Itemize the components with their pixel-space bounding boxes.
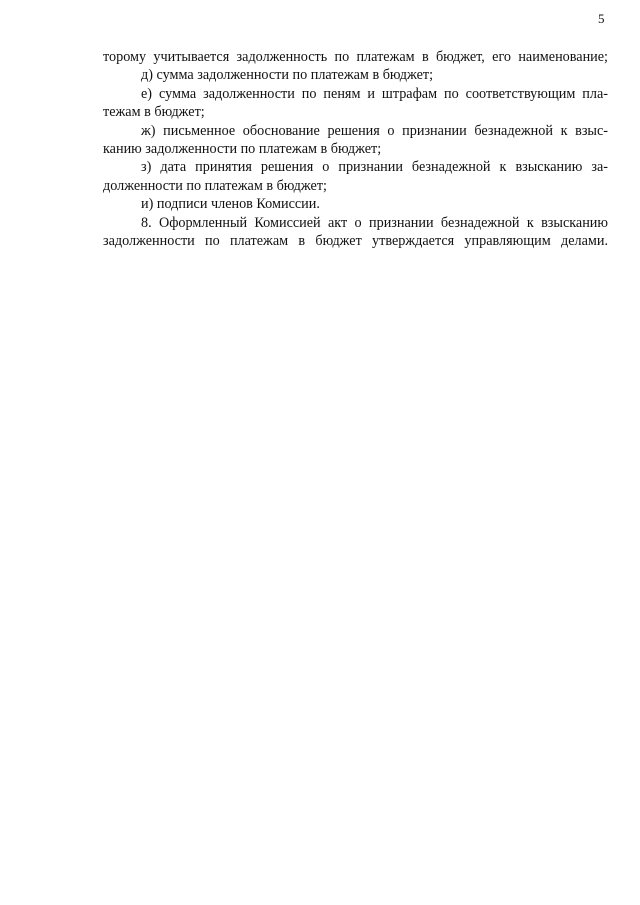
- paragraph-8: 8. Оформленный Комиссией акт о признании безнадежной к взысканию: [141, 214, 608, 231]
- text-line: долженности по платежам в бюджет;: [103, 177, 327, 194]
- list-item-zh: ж) письменное обоснование решения о признании безнадежной к взыс-: [141, 122, 608, 139]
- text-line: тежам в бюджет;: [103, 104, 205, 121]
- text-line: торому учитывается задолженность по платежам в бюджет, его наименование;: [103, 49, 608, 65]
- document-body: [103, 48, 608, 250]
- list-item-e: е) сумма задолженности по пеням и штрафам по соответствующим пла-: [141, 85, 608, 102]
- list-item-d: д) сумма задолженности по платежам в бюджет;: [141, 67, 434, 84]
- text-line: канию задолженности по платежам в бюджет;: [103, 141, 382, 158]
- list-item-i: и) подписи членов Комиссии.: [141, 196, 320, 213]
- page-number: 5: [598, 11, 605, 26]
- text-line: задолженности по платежам в бюджет утверждается управляющим делами.: [103, 233, 608, 250]
- list-item-z: з) дата принятия решения о признании безнадежной к взысканию за-: [141, 159, 608, 176]
